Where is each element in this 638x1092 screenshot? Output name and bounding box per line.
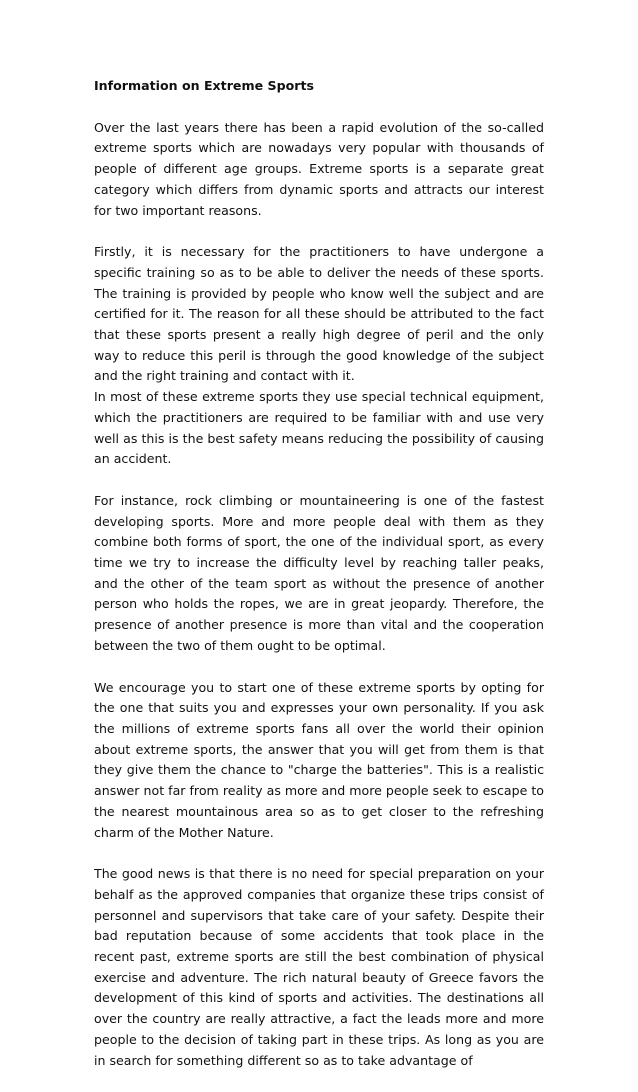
paragraph-intro: Over the last years there has been a rapid evolution of the so-called extreme sports which are nowadays very popular with thousands of people of different age groups. Extreme sports is a separate great category which differs from dynamic sports and attracts our interest for two important reasons. [94, 119, 544, 218]
paragraph-training: Firstly, it is necessary for the practitioners to have undergone a specific training so as to be able to deliver the needs of these sports. The training is provided by people who know well the subject and are certified for it. The reason for all these should be attributed to the fact that these sports present a really high degree of peril and the only way to reduce this peril is through the good knowledge of the subject and the right training and contact with it. [94, 244, 544, 384]
document-title: Information on Extreme Sports [94, 78, 314, 93]
document-page [94, 76, 544, 1092]
paragraph-rock-climbing: For instance, rock climbing or mountaineering is one of the fastest developing sports. More and more people deal with them as they combine both forms of sport, the one of the individual sport, as every time we try to increase the difficulty level by reaching taller peaks, and the other of the team sport as without the presence of another person who holds the ropes, we are in great jeopardy. Therefore, the presence of another presence is more than vital and the cooperation between the two of them ought to be optimal. [94, 492, 544, 653]
paragraph-good-news: The good news is that there is no need for special preparation on your behalf as the approved companies that organize these trips consist of personnel and supervisors that take care of your safety. Despite their bad reputation because of some accidents that took place in the recent past, extreme sports are still the best combination of physical exercise and adventure. The rich natural beauty of Greece favors the development of this kind of sports and activities. The destinations all over the country are really attractive, a fact the leads more and more people to the decision of taking part in these trips. As long as you are in search for something different so as to take advantage of [94, 866, 544, 1068]
paragraph-equipment: In most of these extreme sports they use special technical equipment, which the practitioners are required to be familiar with and use very well as this is the best safety means reducing the possibility of causing an accident. [94, 389, 544, 467]
paragraph-encouragement: We encourage you to start one of these extreme sports by opting for the one that suits you and expresses your own personality. If you ask the millions of extreme sports fans all over the world their opinion about extreme sports, the answer that you will get from them is that they give them the chance to "charge the batteries". This is a realistic answer not far from reality as more and more people seek to escape to the nearest mountainous area so as to get closer to the refreshing charm of the Mother Nature. [94, 679, 544, 840]
